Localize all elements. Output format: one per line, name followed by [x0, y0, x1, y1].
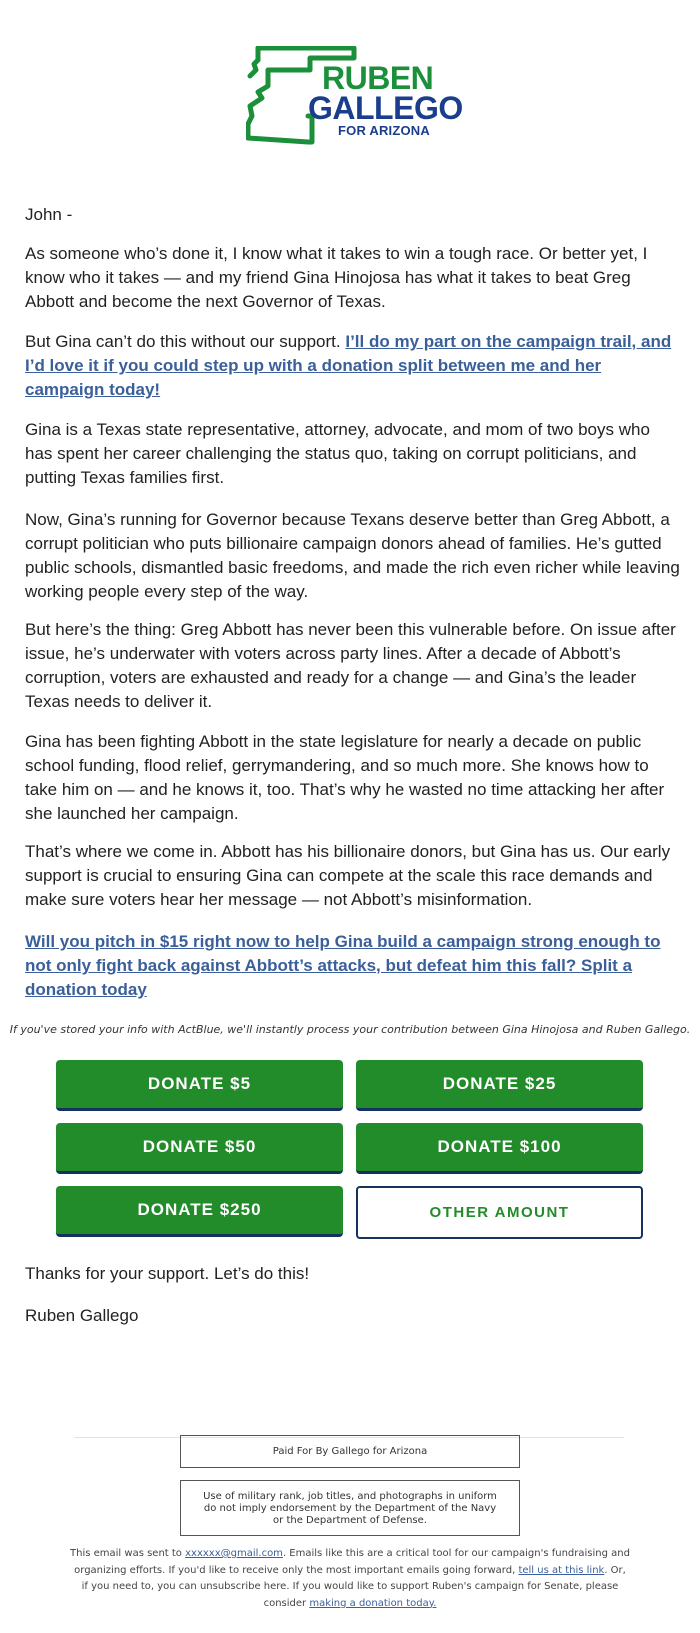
donate-25-button[interactable]: DONATE $25	[356, 1060, 643, 1111]
cta-paragraph	[25, 930, 680, 1002]
military-disclaimer-box: Use of military rank, job titles, and photographs in uniform do not imply endorsement by the Department of the Navy or the Department of Defense.	[180, 1480, 520, 1536]
footer-sent-to: This email was sent to	[70, 1548, 186, 1559]
other-amount-button[interactable]: OTHER AMOUNT	[356, 1186, 643, 1239]
paragraph-governor-race: Now, Gina’s running for Governor because Texans deserve better than Greg Abbott, a corrupt politician who puts billionaire campaign donors ahead of families. He’s gutted public schools, dismantled basic freedoms, and made the rich even richer while leaving working people every step of the way.	[25, 510, 680, 601]
logo-for-arizona-text: FOR ARIZONA	[338, 123, 430, 138]
paragraph-support	[25, 330, 680, 402]
footer-tell-us-link[interactable]: tell us at this link	[518, 1564, 605, 1576]
donate-100-button[interactable]: DONATE $100	[356, 1123, 643, 1174]
paragraph-where-we-come-in: That’s where we come in. Abbott has his billionaire donors, but Gina has us. Our early support is crucial to ensuring Gina can compete at the scale this race demands and make sure voters hear her message — not Abbott’s misinformation.	[25, 842, 671, 909]
pitch-in-cta-link[interactable]: Will you pitch in $15 right now to help Gina build a campaign strong enough to not only fight back against Abbott’s attacks, but defeat him this fall? Split a donation today	[25, 932, 661, 999]
footer-donation-link[interactable]: making a donation today.	[309, 1597, 437, 1609]
actblue-note: If you've stored your info with ActBlue, we'll instantly process your contribution between Gina Hinojosa and Ruben Gallego.	[9, 1023, 691, 1036]
donate-50-button[interactable]: DONATE $50	[56, 1123, 343, 1174]
logo-ruben-text: RUBEN	[322, 60, 434, 96]
donate-250-button[interactable]: DONATE $250	[56, 1186, 343, 1237]
paid-for-box: Paid For By Gallego for Arizona	[180, 1435, 520, 1468]
footer-email-address-link[interactable]: xxxxxx@gmail.com	[185, 1548, 283, 1559]
footer-text-mid2: . Or, if you need to, you can unsubscribe here. If you would like to support Ruben's campaign for Senate, please consider	[81, 1564, 626, 1609]
paragraph-support-text: But Gina can’t do this without our support.	[25, 332, 346, 351]
paragraph-legislature: Gina has been fighting Abbott in the state legislature for nearly a decade on public school funding, flood relief, gerrymandering, and so much more. She knows how to take him on — and he knows it, too. That’s why he wasted no time attacking her after she launched her campaign.	[25, 732, 665, 823]
paragraph-intro: As someone who’s done it, I know what it takes to win a tough race. Or better yet, I know who it takes — and my friend Gina Hinojosa has what it takes to beat Greg Abbott and become the next Governor of Texas.	[25, 244, 648, 311]
donate-5-button[interactable]: DONATE $5	[56, 1060, 343, 1111]
footer-text	[70, 1546, 630, 1612]
footer-text-mid: . Emails like this are a critical tool for our campaign's fundraising and organizing efforts. If you'd like to receive only the most important emails going forward,	[74, 1548, 630, 1576]
greeting: John -	[25, 205, 73, 224]
logo-gallego-text: GALLEGO	[308, 90, 463, 126]
donation-split-link[interactable]: I’ll do my part on the campaign trail, and I’d love it if you could step up with a donation split between me and her campaign today!	[25, 332, 672, 399]
signature: Ruben Gallego	[25, 1306, 139, 1325]
paragraph-vulnerable: But here’s the thing: Greg Abbott has never been this vulnerable before. On issue after issue, he’s underwater with voters across party lines. After a decade of Abbott’s corruption, voters are exhausted and ready for a change — and Gina’s the leader Texas needs to deliver it.	[25, 620, 676, 711]
thanks-text: Thanks for your support. Let’s do this!	[25, 1264, 310, 1283]
paragraph-about-gina: Gina is a Texas state representative, attorney, advocate, and mom of two boys who has spent her career challenging the status quo, taking on corrupt politicians, and putting Texas families first.	[25, 420, 650, 487]
campaign-logo	[246, 46, 463, 151]
